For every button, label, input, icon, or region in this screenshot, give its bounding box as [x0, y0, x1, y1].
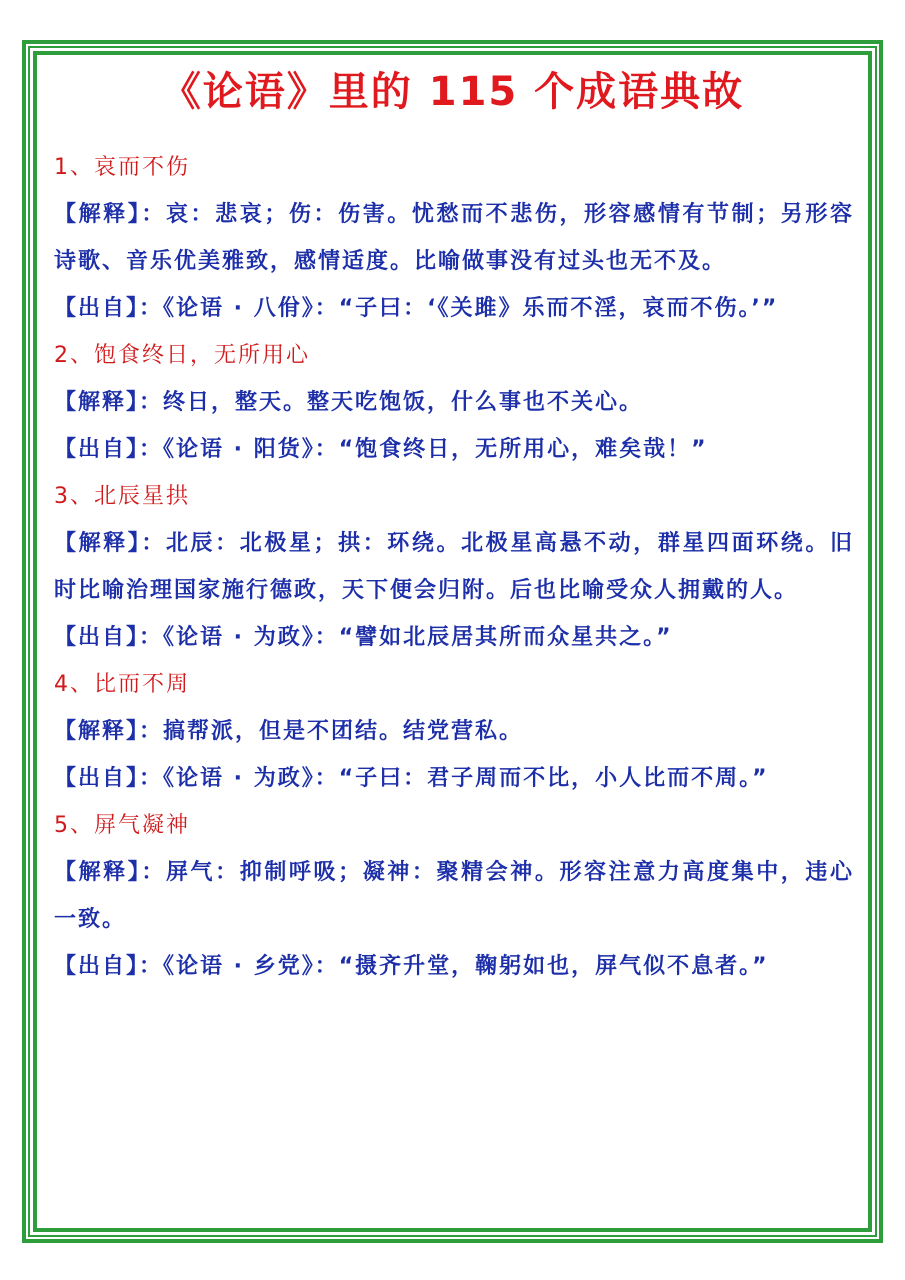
idiom-entry [54, 332, 854, 473]
source-label: 【出自】 [54, 625, 140, 650]
idiom-heading: 5、屏气凝神 [54, 813, 190, 838]
explain-text: ：哀：悲哀；伤：伤害。忧愁而不悲伤，形容感情有节制；另形容诗歌、音乐优美雅致，感情适度。比喻做事没有过头也无不及。 [54, 202, 854, 274]
source-text: ：《论语 · 为政》：“子曰：君子周而不比，小人比而不周。” [139, 766, 769, 791]
explain-text: ：终日，整天。整天吃饱饭，什么事也不关心。 [139, 390, 644, 415]
explain-label: 【解释】 [54, 719, 140, 744]
explain-text: ：屏气：抑制呼吸；凝神：聚精会神。形容注意力高度集中，违心一致。 [54, 860, 854, 932]
source-text: ：《论语 · 乡党》：“摄齐升堂，鞠躬如也，屏气似不息者。” [139, 954, 769, 979]
source-label: 【出自】 [54, 296, 140, 321]
idiom-heading: 3、北辰星拱 [54, 484, 190, 509]
explain-label: 【解释】 [54, 202, 142, 227]
explain-label: 【解释】 [54, 390, 140, 415]
idiom-heading: 4、比而不周 [54, 672, 190, 697]
source-text: ：《论语 · 为政》：“譬如北辰居其所而众星共之。” [139, 625, 673, 650]
source-text: ：《论语 · 阳货》：“饱食终日，无所用心，难矣哉！” [139, 437, 708, 462]
idiom-explanation [54, 520, 854, 614]
source-label: 【出自】 [54, 766, 140, 791]
idiom-list [54, 144, 854, 990]
idiom-explanation [54, 849, 854, 943]
idiom-heading: 1、哀而不伤 [54, 155, 190, 180]
explain-text: ：北辰：北极星；拱：环绕。北极星高悬不动，群星四面环绕。旧时比喻治理国家施行德政，天下便会归附。后也比喻受众人拥戴的人。 [54, 531, 854, 603]
idiom-entry [54, 144, 854, 332]
idiom-entry [54, 802, 854, 990]
source-label: 【出自】 [54, 954, 140, 979]
idiom-explanation [54, 708, 854, 755]
source-text: ：《论语 · 八佾》：“子曰：‘《关雎》乐而不淫，哀而不伤。’” [139, 296, 779, 321]
explain-label: 【解释】 [54, 531, 142, 556]
page-title: 《论语》里的 115 个成语典故 [160, 69, 745, 115]
idiom-explanation [54, 379, 854, 426]
idiom-source [54, 614, 854, 661]
idiom-source [54, 943, 854, 990]
explain-text: ：搞帮派，但是不团结。结党营私。 [139, 719, 524, 744]
idiom-source [54, 755, 854, 802]
idiom-source [54, 285, 854, 332]
idiom-entry [54, 473, 854, 661]
idiom-explanation [54, 191, 854, 285]
idiom-heading: 2、饱食终日，无所用心 [54, 343, 310, 368]
source-label: 【出自】 [54, 437, 140, 462]
idiom-source [54, 426, 854, 473]
idiom-entry [54, 661, 854, 802]
explain-label: 【解释】 [54, 860, 142, 885]
